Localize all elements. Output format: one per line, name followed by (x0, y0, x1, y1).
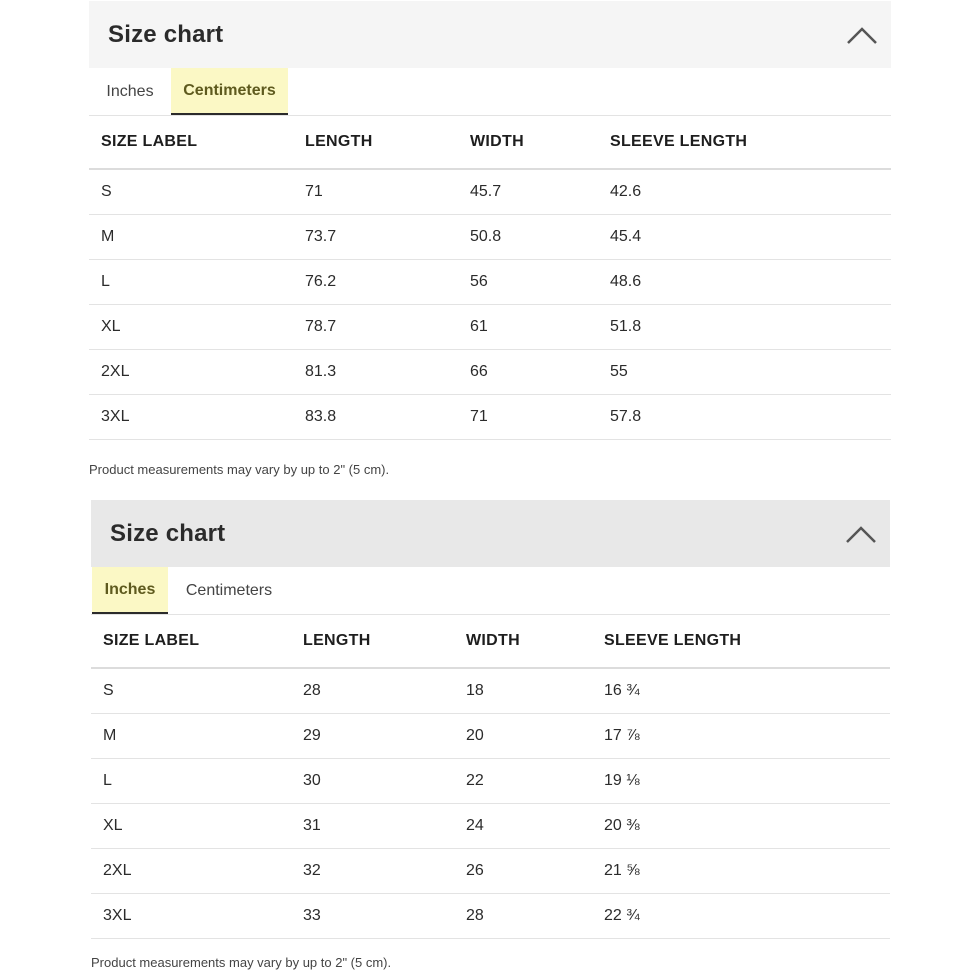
cell-sleeve-length: 19 ⅛ (604, 758, 890, 803)
cell-length: 78.7 (305, 304, 470, 349)
cell-length: 30 (303, 758, 466, 803)
cell-length: 76.2 (305, 259, 470, 304)
size-chart-panel-inches (91, 500, 890, 939)
table-row (89, 394, 891, 439)
table-row (91, 848, 890, 893)
table-row (91, 803, 890, 848)
cell-size: 2XL (89, 349, 305, 394)
cell-sleeve-length: 51.8 (610, 304, 891, 349)
column-header-size-label: SIZE LABEL (91, 615, 303, 668)
table-row (89, 349, 891, 394)
cell-length: 32 (303, 848, 466, 893)
size-chart-panel-cm (89, 1, 891, 440)
column-header-width: WIDTH (466, 615, 604, 668)
size-chart-header[interactable] (89, 1, 891, 68)
cell-length: 83.8 (305, 394, 470, 439)
table-row (89, 169, 891, 214)
size-table (91, 615, 890, 939)
table-header-row (89, 116, 891, 169)
cell-width: 71 (470, 394, 610, 439)
table-row (91, 668, 890, 713)
table-row (91, 758, 890, 803)
table-row (89, 259, 891, 304)
cell-sleeve-length: 42.6 (610, 169, 891, 214)
table-row (91, 713, 890, 758)
column-header-size-label: SIZE LABEL (89, 116, 305, 169)
cell-size: S (89, 169, 305, 214)
column-header-sleeve-length: SLEEVE LENGTH (604, 615, 890, 668)
cell-size: M (91, 713, 303, 758)
column-header-length: LENGTH (303, 615, 466, 668)
size-chart-header[interactable] (91, 500, 890, 567)
cell-width: 50.8 (470, 214, 610, 259)
unit-tabs (91, 567, 890, 615)
cell-sleeve-length: 17 ⅞ (604, 713, 890, 758)
cell-sleeve-length: 48.6 (610, 259, 891, 304)
cell-width: 24 (466, 803, 604, 848)
cell-sleeve-length: 55 (610, 349, 891, 394)
cell-size: L (91, 758, 303, 803)
cell-sleeve-length: 45.4 (610, 214, 891, 259)
table-row (89, 214, 891, 259)
table-row (89, 304, 891, 349)
measurement-note: Product measurements may vary by up to 2" (5 cm). (89, 462, 390, 477)
cell-size: XL (91, 803, 303, 848)
cell-width: 56 (470, 259, 610, 304)
cell-size: 3XL (91, 893, 303, 938)
cell-width: 45.7 (470, 169, 610, 214)
table-row (91, 893, 890, 938)
cell-width: 28 (466, 893, 604, 938)
chevron-up-icon[interactable] (845, 23, 879, 47)
cell-size: 3XL (89, 394, 305, 439)
tab-inches[interactable]: Inches (106, 82, 154, 100)
cell-size: XL (89, 304, 305, 349)
cell-sleeve-length: 22 ¾ (604, 893, 890, 938)
size-chart-title: Size chart (108, 20, 224, 48)
cell-length: 29 (303, 713, 466, 758)
cell-length: 28 (303, 668, 466, 713)
cell-size: 2XL (91, 848, 303, 893)
cell-size: M (89, 214, 305, 259)
tab-inches[interactable]: Inches (92, 567, 168, 614)
tab-centimeters[interactable]: Centimeters (171, 68, 288, 115)
tab-centimeters[interactable]: Centimeters (185, 581, 273, 599)
cell-size: S (91, 668, 303, 713)
cell-length: 71 (305, 169, 470, 214)
size-chart-title: Size chart (110, 519, 226, 547)
cell-length: 73.7 (305, 214, 470, 259)
cell-width: 61 (470, 304, 610, 349)
column-header-width: WIDTH (470, 116, 610, 169)
column-header-length: LENGTH (305, 116, 470, 169)
cell-width: 66 (470, 349, 610, 394)
cell-length: 81.3 (305, 349, 470, 394)
chevron-up-icon[interactable] (844, 522, 878, 546)
cell-width: 18 (466, 668, 604, 713)
cell-size: L (89, 259, 305, 304)
cell-width: 22 (466, 758, 604, 803)
cell-length: 31 (303, 803, 466, 848)
cell-sleeve-length: 21 ⅝ (604, 848, 890, 893)
cell-sleeve-length: 57.8 (610, 394, 891, 439)
column-header-sleeve-length: SLEEVE LENGTH (610, 116, 891, 169)
table-header-row (91, 615, 890, 668)
unit-tabs (89, 68, 891, 116)
size-table (89, 116, 891, 440)
cell-sleeve-length: 16 ¾ (604, 668, 890, 713)
cell-width: 20 (466, 713, 604, 758)
cell-sleeve-length: 20 ⅜ (604, 803, 890, 848)
measurement-note: Product measurements may vary by up to 2" (5 cm). (91, 955, 392, 970)
cell-width: 26 (466, 848, 604, 893)
cell-length: 33 (303, 893, 466, 938)
